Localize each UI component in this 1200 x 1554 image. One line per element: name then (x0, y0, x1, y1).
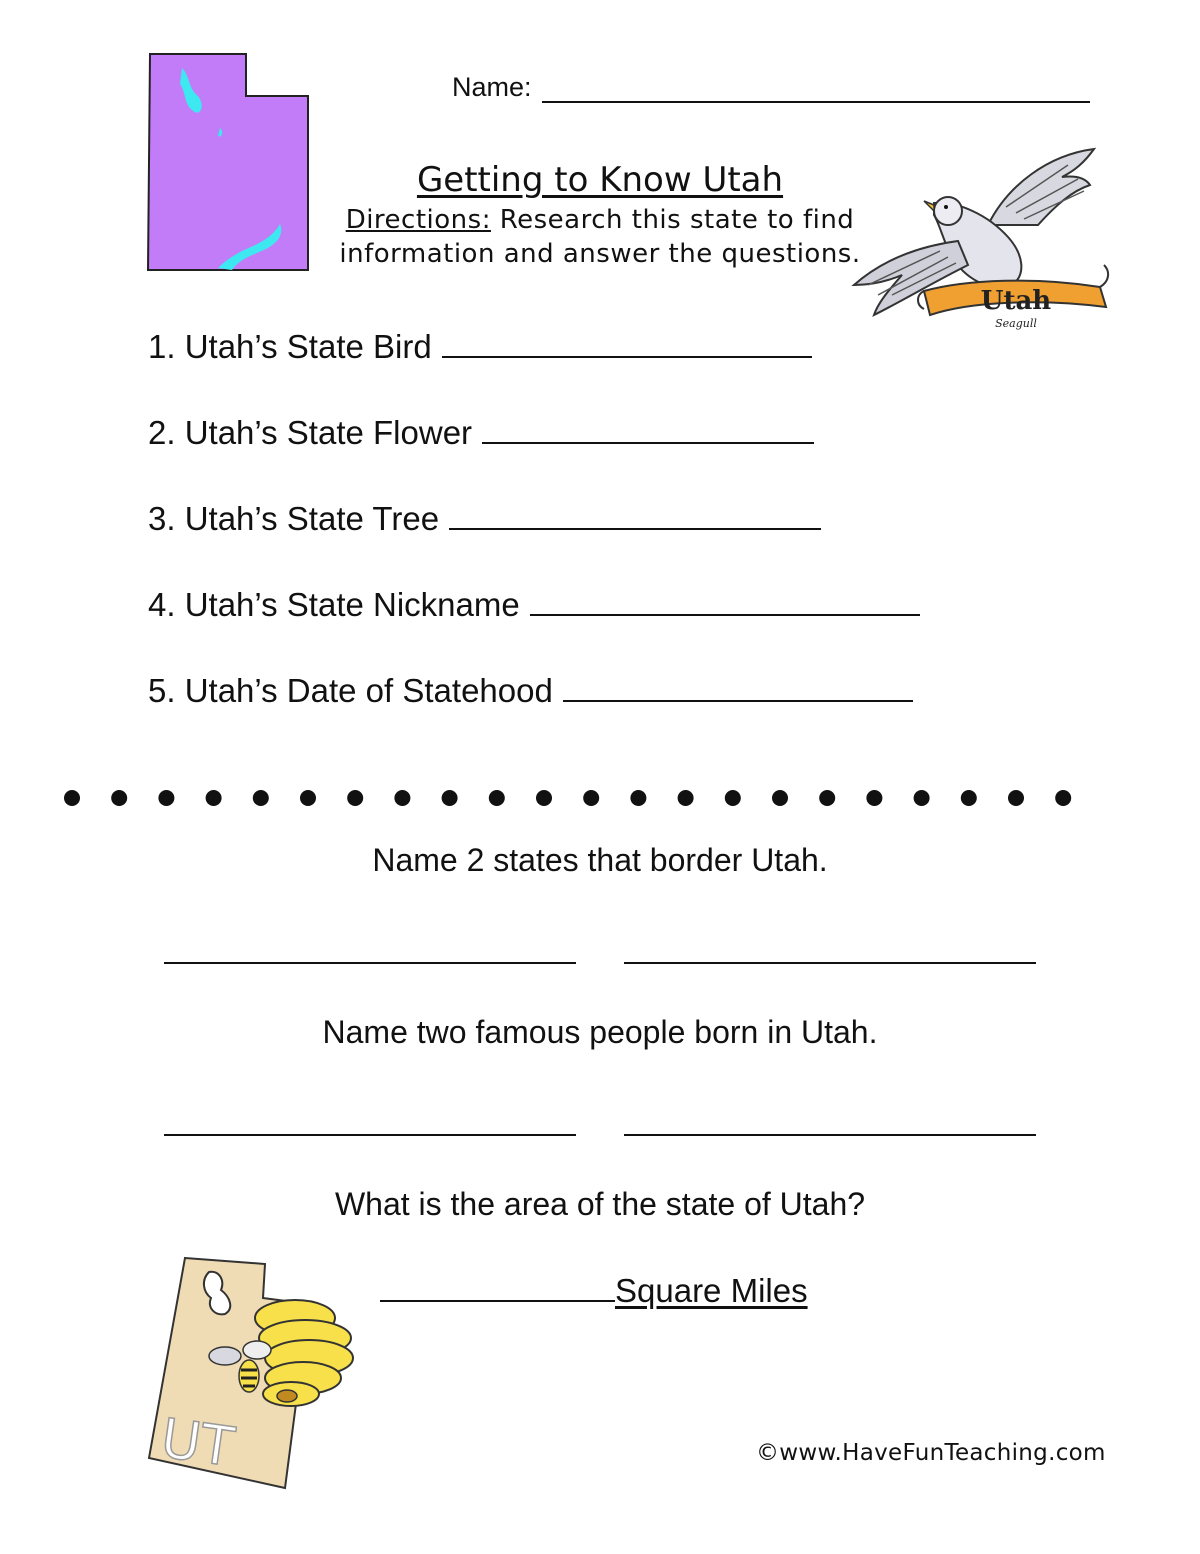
divider-dot (961, 790, 977, 806)
answer-line[interactable] (624, 1134, 1036, 1136)
map-badge-text: UT (157, 1406, 238, 1479)
question-label: 4. Utah’s State Nickname (148, 586, 520, 623)
divider-dot (442, 790, 458, 806)
divider-dot (206, 790, 222, 806)
answer-line[interactable] (530, 586, 920, 616)
page-title: Getting to Know Utah (416, 160, 784, 200)
divider-dot (158, 790, 174, 806)
directions-line1: Research this state to find (499, 205, 855, 235)
divider-dot (300, 790, 316, 806)
divider-dot (630, 790, 646, 806)
answer-line[interactable] (563, 672, 913, 702)
divider-dot (64, 790, 80, 806)
question-1 (148, 328, 812, 366)
name-line[interactable] (542, 77, 1090, 103)
divider-dot (1008, 790, 1024, 806)
question-label: 5. Utah’s Date of Statehood (148, 672, 553, 709)
dotted-divider (50, 782, 1110, 812)
name-field[interactable] (452, 72, 1090, 103)
answer-line[interactable] (164, 962, 576, 964)
divider-dot (866, 790, 882, 806)
question-3 (148, 500, 821, 538)
area-answer (380, 1272, 808, 1310)
divider-dot (489, 790, 505, 806)
name-label: Name: (452, 72, 532, 102)
question-label: 2. Utah’s State Flower (148, 414, 473, 451)
seagull-icon (848, 145, 1110, 330)
divider-dot (536, 790, 552, 806)
directions-label: Directions: (345, 205, 491, 235)
copyright: ©www.HaveFunTeaching.com (756, 1440, 1106, 1466)
answer-line[interactable] (449, 500, 821, 530)
question-label: 1. Utah’s State Bird (148, 328, 432, 365)
utah-map-icon (140, 48, 315, 278)
directions (330, 203, 870, 271)
divider-dot (111, 790, 127, 806)
question-4 (148, 586, 920, 624)
divider-dot (725, 790, 741, 806)
question-borders: Name 2 states that border Utah. (372, 842, 828, 878)
divider-dot (253, 790, 269, 806)
divider-dot (678, 790, 694, 806)
divider-dot (583, 790, 599, 806)
divider-dot (394, 790, 410, 806)
divider-dot (914, 790, 930, 806)
banner-text: Utah (980, 286, 1052, 316)
question-2 (148, 414, 814, 452)
divider-dot (347, 790, 363, 806)
answer-line[interactable] (482, 414, 814, 444)
answer-line[interactable] (380, 1272, 615, 1302)
answer-line[interactable] (624, 962, 1036, 964)
divider-dot (772, 790, 788, 806)
answer-line[interactable] (164, 1134, 576, 1136)
question-area: What is the area of the state of Utah? (334, 1186, 866, 1222)
banner-subtext: Seagull (995, 317, 1037, 330)
question-5 (148, 672, 913, 710)
question-people: Name two famous people born in Utah. (322, 1014, 878, 1050)
divider-dot (1055, 790, 1071, 806)
area-unit: Square Miles (615, 1272, 808, 1309)
divider-dot (819, 790, 835, 806)
question-label: 3. Utah’s State Tree (148, 500, 440, 537)
utah-beehive-icon (145, 1252, 360, 1492)
directions-line2: information and answer the questions. (339, 239, 861, 269)
answer-line[interactable] (442, 328, 812, 358)
